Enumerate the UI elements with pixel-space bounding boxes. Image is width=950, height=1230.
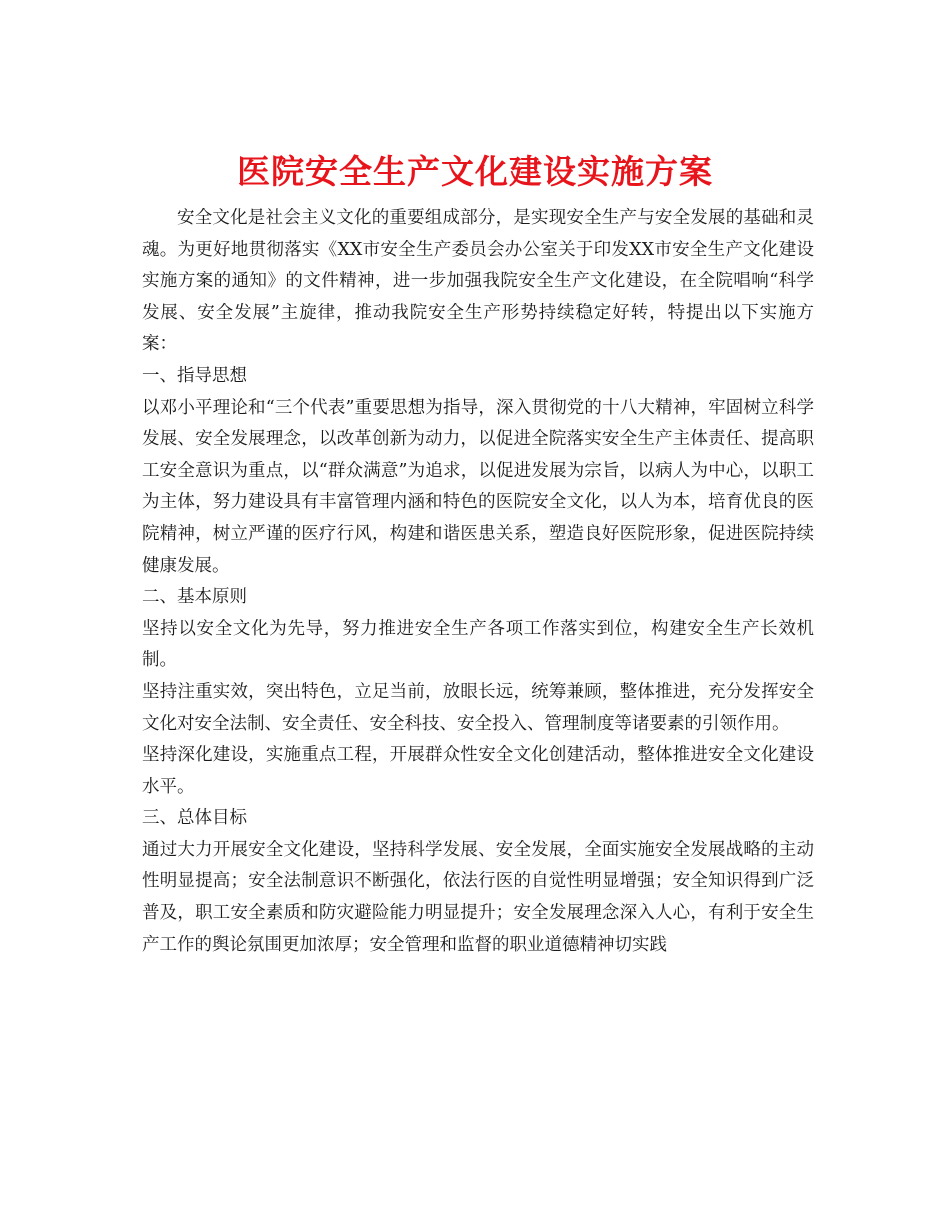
principle-paragraph-3: 坚持深化建设，实施重点工程，开展群众性安全文化创建活动，整体推进安全文化建设水平。 bbox=[142, 745, 814, 797]
section-heading-guiding-ideology: 一、指导思想 bbox=[142, 365, 247, 386]
guiding-ideology-paragraph: 以邓小平理论和“三个代表”重要思想为指导，深入贯彻党的十八大精神，牢固树立科学发展、安全发展理念，以改革创新为动力，以促进全院落实安全生产主体责任、提高职工安全意识为重点，以“群众满意”为追求，以促进发展为宗旨，以病人为中心，以职工为主体，努力建设具有丰富管理内涵和特色的医院安全文化，以人为本，培育优良的医院精神，树立严谨的医疗行风，构建和谐医患关系，塑造良好医院形象，促进医院持续健康发展。 bbox=[142, 397, 814, 576]
principle-paragraph-1: 坚持以安全文化为先导，努力推进安全生产各项工作落实到位，构建安全生产长效机制。 bbox=[142, 618, 814, 671]
section-heading-basic-principles: 二、基本原则 bbox=[142, 587, 247, 608]
intro-paragraph: 安全文化是社会主义文化的重要组成部分，是实现安全生产与安全发展的基础和灵魂。为更好地贯彻落实《XX市安全生产委员会办公室关于印发XX市安全生产文化建设实施方案的通知》的文件精神，进一步加强我院安全生产文化建设，在全院唱响“科学发展、安全发展”主旋律，推动我院安全生产形势持续稳定好转，特提出以下实施方案： bbox=[142, 208, 814, 355]
section-heading-overall-goals: 三、总体目标 bbox=[142, 808, 247, 829]
overall-goals-paragraph: 通过大力开展安全文化建设，坚持科学发展、安全发展，全面实施安全发展战略的主动性明显提高；安全法制意识不断强化，依法行医的自觉性明显增强；安全知识得到广泛普及，职工安全素质和防灾避险能力明显提升；安全发展理念深入人心，有利于安全生产工作的舆论氛围更加浓厚；安全管理和监督的职业道德精神切实践 bbox=[142, 839, 814, 955]
document-body bbox=[142, 203, 814, 961]
principle-paragraph-2: 坚持注重实效，突出特色，立足当前，放眼长远，统筹兼顾，整体推进，充分发挥安全文化对安全法制、安全责任、安全科技、安全投入、管理制度等诸要素的引领作用。 bbox=[142, 681, 814, 734]
document-title: 医院安全生产文化建设实施方案 bbox=[237, 152, 713, 192]
